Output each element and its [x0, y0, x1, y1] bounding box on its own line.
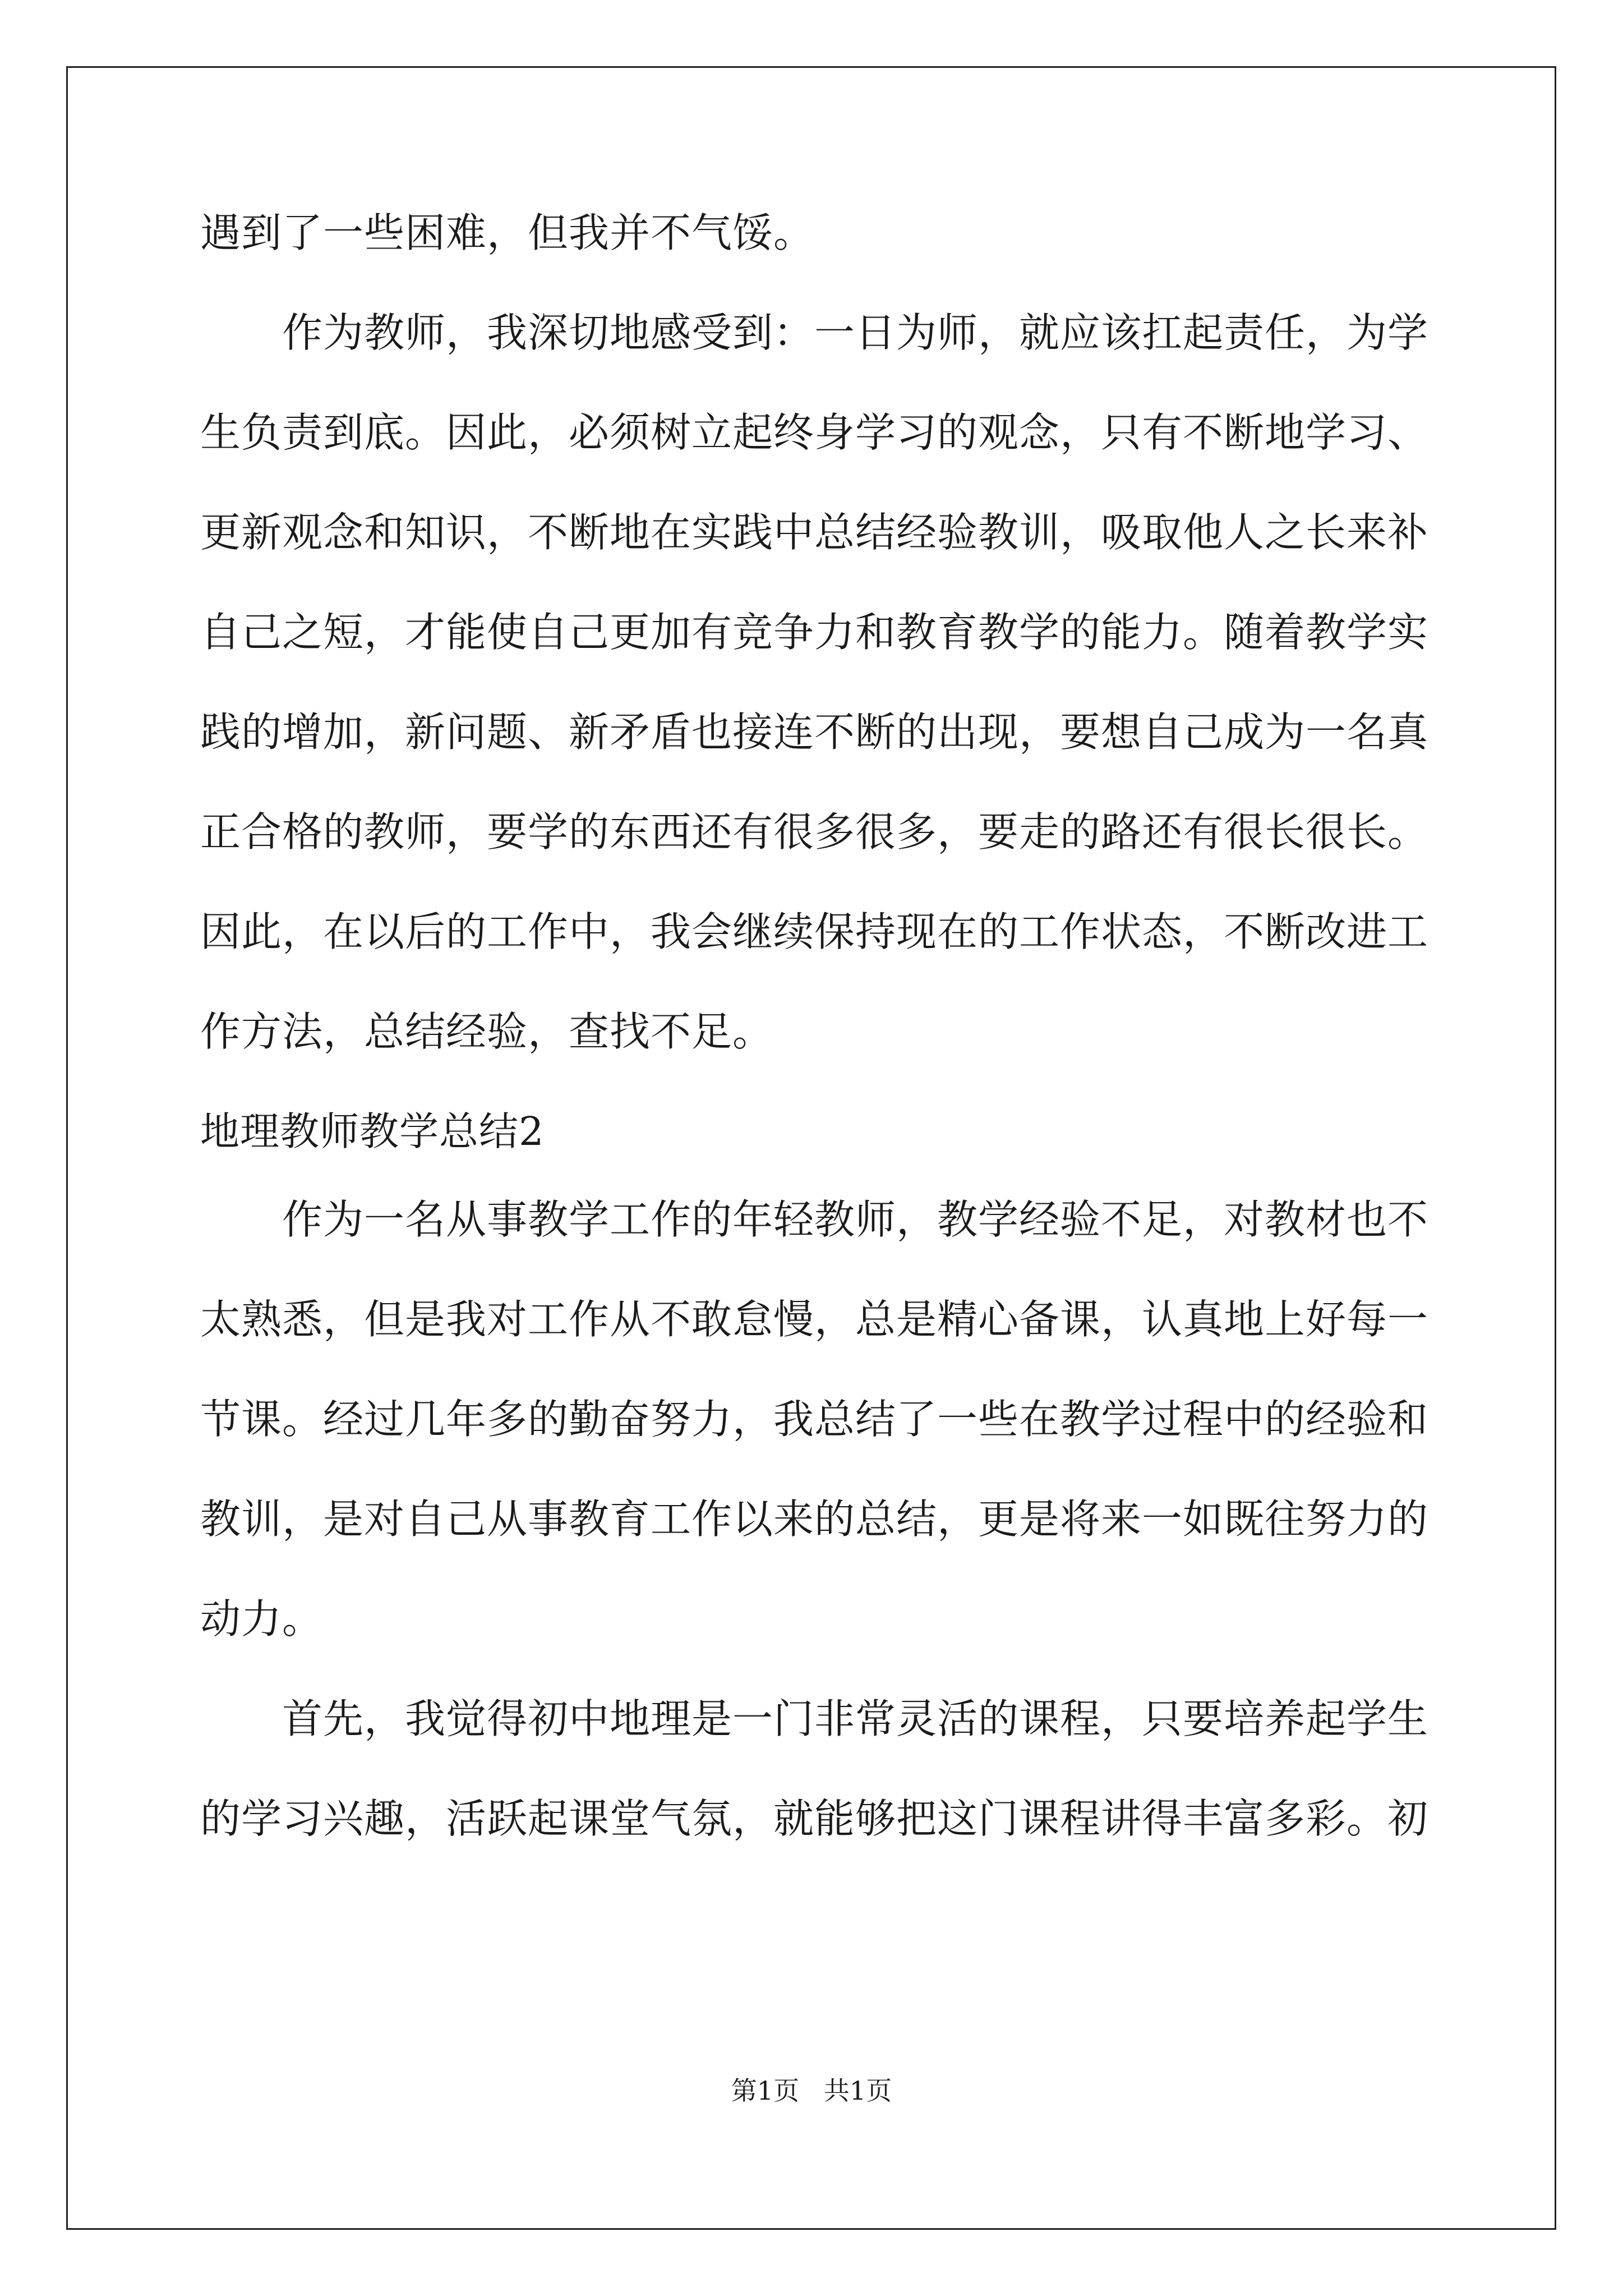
text-line: 自己之短，才能使自己更加有竞争力和教育教学的能力。随着教学实 — [200, 609, 1429, 656]
text-line: 节课。经过几年多的勤奋努力，我总结了一些在教学过程中的经验和 — [200, 1396, 1429, 1443]
text-line: 践的增加，新问题、新矛盾也接连不断的出现，要想自己成为一名真 — [200, 708, 1429, 756]
text-line: 因此，在以后的工作中，我会继续保持现在的工作状态，不断改进工 — [200, 908, 1429, 955]
text-line: 太熟悉，但是我对工作从不敢怠慢，总是精心备课，认真地上好每一 — [200, 1296, 1429, 1343]
text-line: 教训，是对自己从事教育工作以来的总结，更是将来一如既往努力的 — [200, 1496, 1429, 1543]
section-heading: 地理教师教学总结2 — [200, 1108, 545, 1154]
text-line: 作为教师，我深切地感受到：一日为师，就应该扛起责任，为学 — [282, 309, 1429, 356]
text-line: 的学习兴趣，活跃起课堂气氛，就能够把这门课程讲得丰富多彩。初 — [200, 1795, 1429, 1842]
text-line: 更新观念和知识，不断地在实践中总结经验教训，吸取他人之长来补 — [200, 509, 1429, 556]
page-number-footer: 第1页 共1页 — [731, 2076, 892, 2106]
text-line: 生负责到底。因此，必须树立起终身学习的观念，只有不断地学习、 — [200, 409, 1429, 456]
text-line: 遇到了一些困难，但我并不气馁。 — [200, 209, 815, 256]
text-line: 作为一名从事教学工作的年轻教师，教学经验不足，对教材也不 — [282, 1196, 1429, 1243]
text-line: 正合格的教师，要学的东西还有很多很多，要走的路还有很长很长。 — [200, 808, 1429, 855]
text-line: 动力。 — [200, 1595, 324, 1642]
document-body — [200, 205, 1434, 1890]
text-line: 作方法，总结经验，查找不足。 — [200, 1008, 774, 1055]
text-line: 首先，我觉得初中地理是一门非常灵活的课程，只要培养起学生 — [282, 1695, 1429, 1742]
